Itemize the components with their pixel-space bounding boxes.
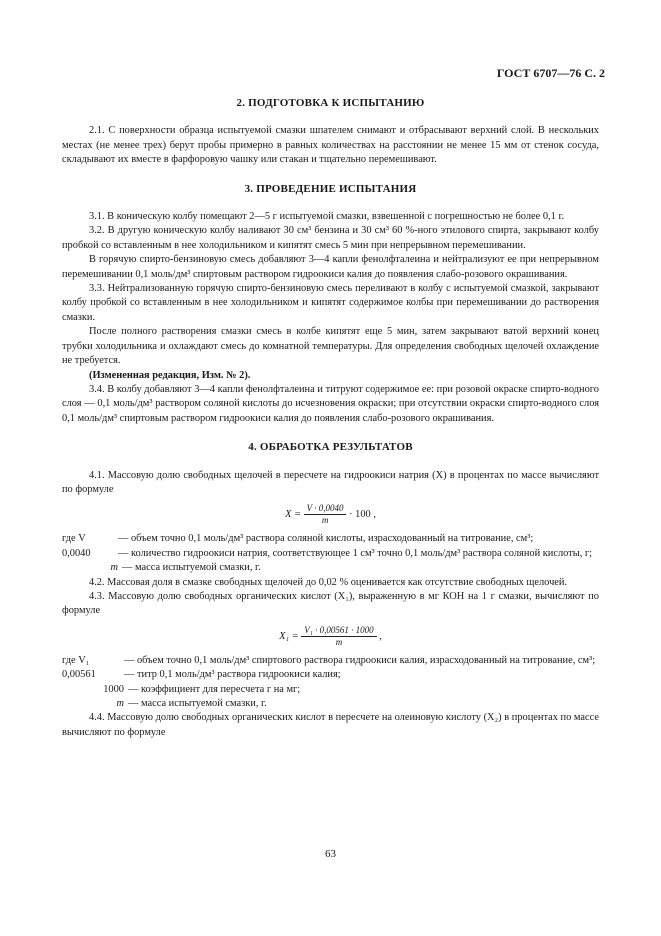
paragraph-3-4: 3.4. В колбу добавляют 3—4 капли фенолфталеина и титруют содержимое ее: при розовой окраске спирто-водного слоя — 0,1 моль/дм³ раствором соляной кислоты до исчезновения окраски; при отсутствии окраски спирто-водного слоя 0,1 моль/дм³ спиртовым раствором гидроокиси калия до появления слабо-розового окрашивания. — [62, 383, 599, 424]
page-content — [62, 96, 599, 740]
standard-header: ГОСТ 6707—76 С. 2 — [496, 66, 605, 80]
definition-v1-symbol: где V₁ — [62, 654, 90, 666]
formula-x-numerator: V · 0,0040 — [304, 503, 347, 515]
paragraph-3-2: 3.2. В другую коническую колбу наливают 30 см³ бензина и 30 см³ 60 %-ного этилового спирта, закрывают колбу пробкой со вставленным в нее холодильником и кипятят смесь 5 мин при непрерывном перемешивании. — [62, 225, 599, 251]
formula-x1-rhs: , — [379, 630, 382, 642]
section-2-title: 2. ПОДГОТОВКА К ИСПЫТАНИЮ — [236, 97, 425, 109]
paragraph-4-1: 4.1. Массовую долю свободных щелочей в пересчете на гидроокиси натрия (X) в процентах по массе вычисляют по формуле — [62, 469, 599, 495]
formula-x1-fraction — [301, 625, 376, 648]
formula-x1-lhs: X₁ = — [279, 630, 299, 642]
paragraph-4-3: 4.3. Массовую долю свободных органических кислот (X₁), выраженную в мг КОН на 1 г смазки, вычисляют по формуле — [62, 590, 599, 617]
definition-0-00561-symbol: 0,00561 — [62, 669, 96, 681]
definition-m-2-symbol: m — [116, 698, 124, 709]
definition-m-2 — [62, 697, 599, 711]
definition-m-symbol: m — [110, 562, 118, 574]
definition-1000-text: — коэффициент для пересчета г на мг; — [128, 683, 301, 695]
section-4-title: 4. ОБРАБОТКА РЕЗУЛЬТАТОВ — [248, 441, 413, 454]
definition-1000 — [62, 683, 599, 697]
definition-1000-symbol: 1000 — [103, 683, 124, 695]
formula-x-denominator: m — [321, 515, 329, 526]
paragraph-3-2-cont: В горячую спирто-бензиновую смесь добавляют 3—4 капли фенолфталеина и нейтрализуют ее при непрерывном перемешивании 0,1 моль/дм³ спиртовым раствором гидроокиси калия до появления слабо-розового окрашивания. — [62, 254, 599, 280]
formula-x1 — [62, 625, 599, 648]
definition-m-text: — масса испытуемой смазки, г. — [122, 562, 261, 574]
formula-x-lhs: X = — [285, 509, 302, 521]
formula-x1-denominator: m — [335, 636, 343, 647]
definition-v1 — [62, 654, 599, 668]
formula-x1-numerator: V₁ · 0,00561 · 1000 — [301, 625, 376, 637]
section-3-title: 3. ПРОВЕДЕНИЕ ИСПЫТАНИЯ — [244, 182, 417, 195]
paragraph-3-1: 3.1. В коническую колбу помещают 2—5 г испытуемой смазки, взвешенной с погрешностью не более 0,1 г. — [89, 211, 565, 223]
definition-v-text: — объем точно 0,1 моль/дм³ раствора соляной кислоты, израсходованный на титрование, см³; — [118, 533, 534, 545]
amendment-note: (Измененная редакция, Изм. № 2). — [89, 369, 251, 381]
definition-0-00561 — [62, 668, 599, 682]
definition-0-00561-text: — титр 0,1 моль/дм³ раствора гидроокиси калия; — [124, 669, 341, 681]
definition-v — [62, 532, 599, 546]
formula-x-fraction — [304, 503, 347, 526]
formula-x-rhs: · 100 , — [349, 509, 376, 521]
definition-0-0040-symbol: 0,0040 — [62, 547, 91, 559]
definition-v-symbol: где V — [62, 533, 86, 545]
definition-m-2-text: — масса испытуемой смазки, г. — [128, 698, 267, 709]
paragraph-3-3-cont: После полного растворения смазки смесь в колбе кипятят еще 5 мин, затем закрывают ватой верхний конец трубки холодильника и охлаждают смесь до комнатной температуры. Для определения свободных щелочей охлаждение не требуется. — [62, 326, 599, 367]
paragraph-3-3: 3.3. Нейтрализованную горячую спирто-бензиновую смесь переливают в колбу с испытуемой смазкой, закрывают колбу пробкой со вставленным в нее холодильником и кипятят содержимое колбы при перемешивании до растворения смазки. — [62, 283, 599, 323]
definition-0-0040 — [62, 547, 599, 561]
paragraph-4-2: 4.2. Массовая доля в смазке свободных щелочей до 0,02 % оценивается как отсутствие свободных щелочей. — [89, 576, 568, 588]
formula-x — [62, 503, 599, 526]
page-number: 63 — [325, 848, 336, 860]
definition-m — [62, 561, 599, 575]
definition-v1-text: — объем точно 0,1 моль/дм³ спиртового раствора гидроокиси калия, израсходованный на титрование, см³; — [124, 654, 596, 666]
paragraph-2-1: 2.1. С поверхности образца испытуемой смазки шпателем снимают и отбрасывают верхний слой. В нескольких местах (не менее трех) берут пробы примерно в равных количествах на расстоянии не менее 15 мм от стенок сосуда, складывают их вместе в фарфоровую чашку или стакан и тщательно перемешивают. — [62, 125, 599, 166]
paragraph-4-4: 4.4. Массовую долю свободных органических кислот в пересчете на олеиновую кислоту (X₂) в процентах по массе вычисляют по формуле — [62, 712, 599, 738]
definition-0-0040-text: — количество гидроокиси натрия, соответствующее 1 см³ точно 0,1 моль/дм³ раствора соляной кислоты, г; — [118, 547, 593, 559]
